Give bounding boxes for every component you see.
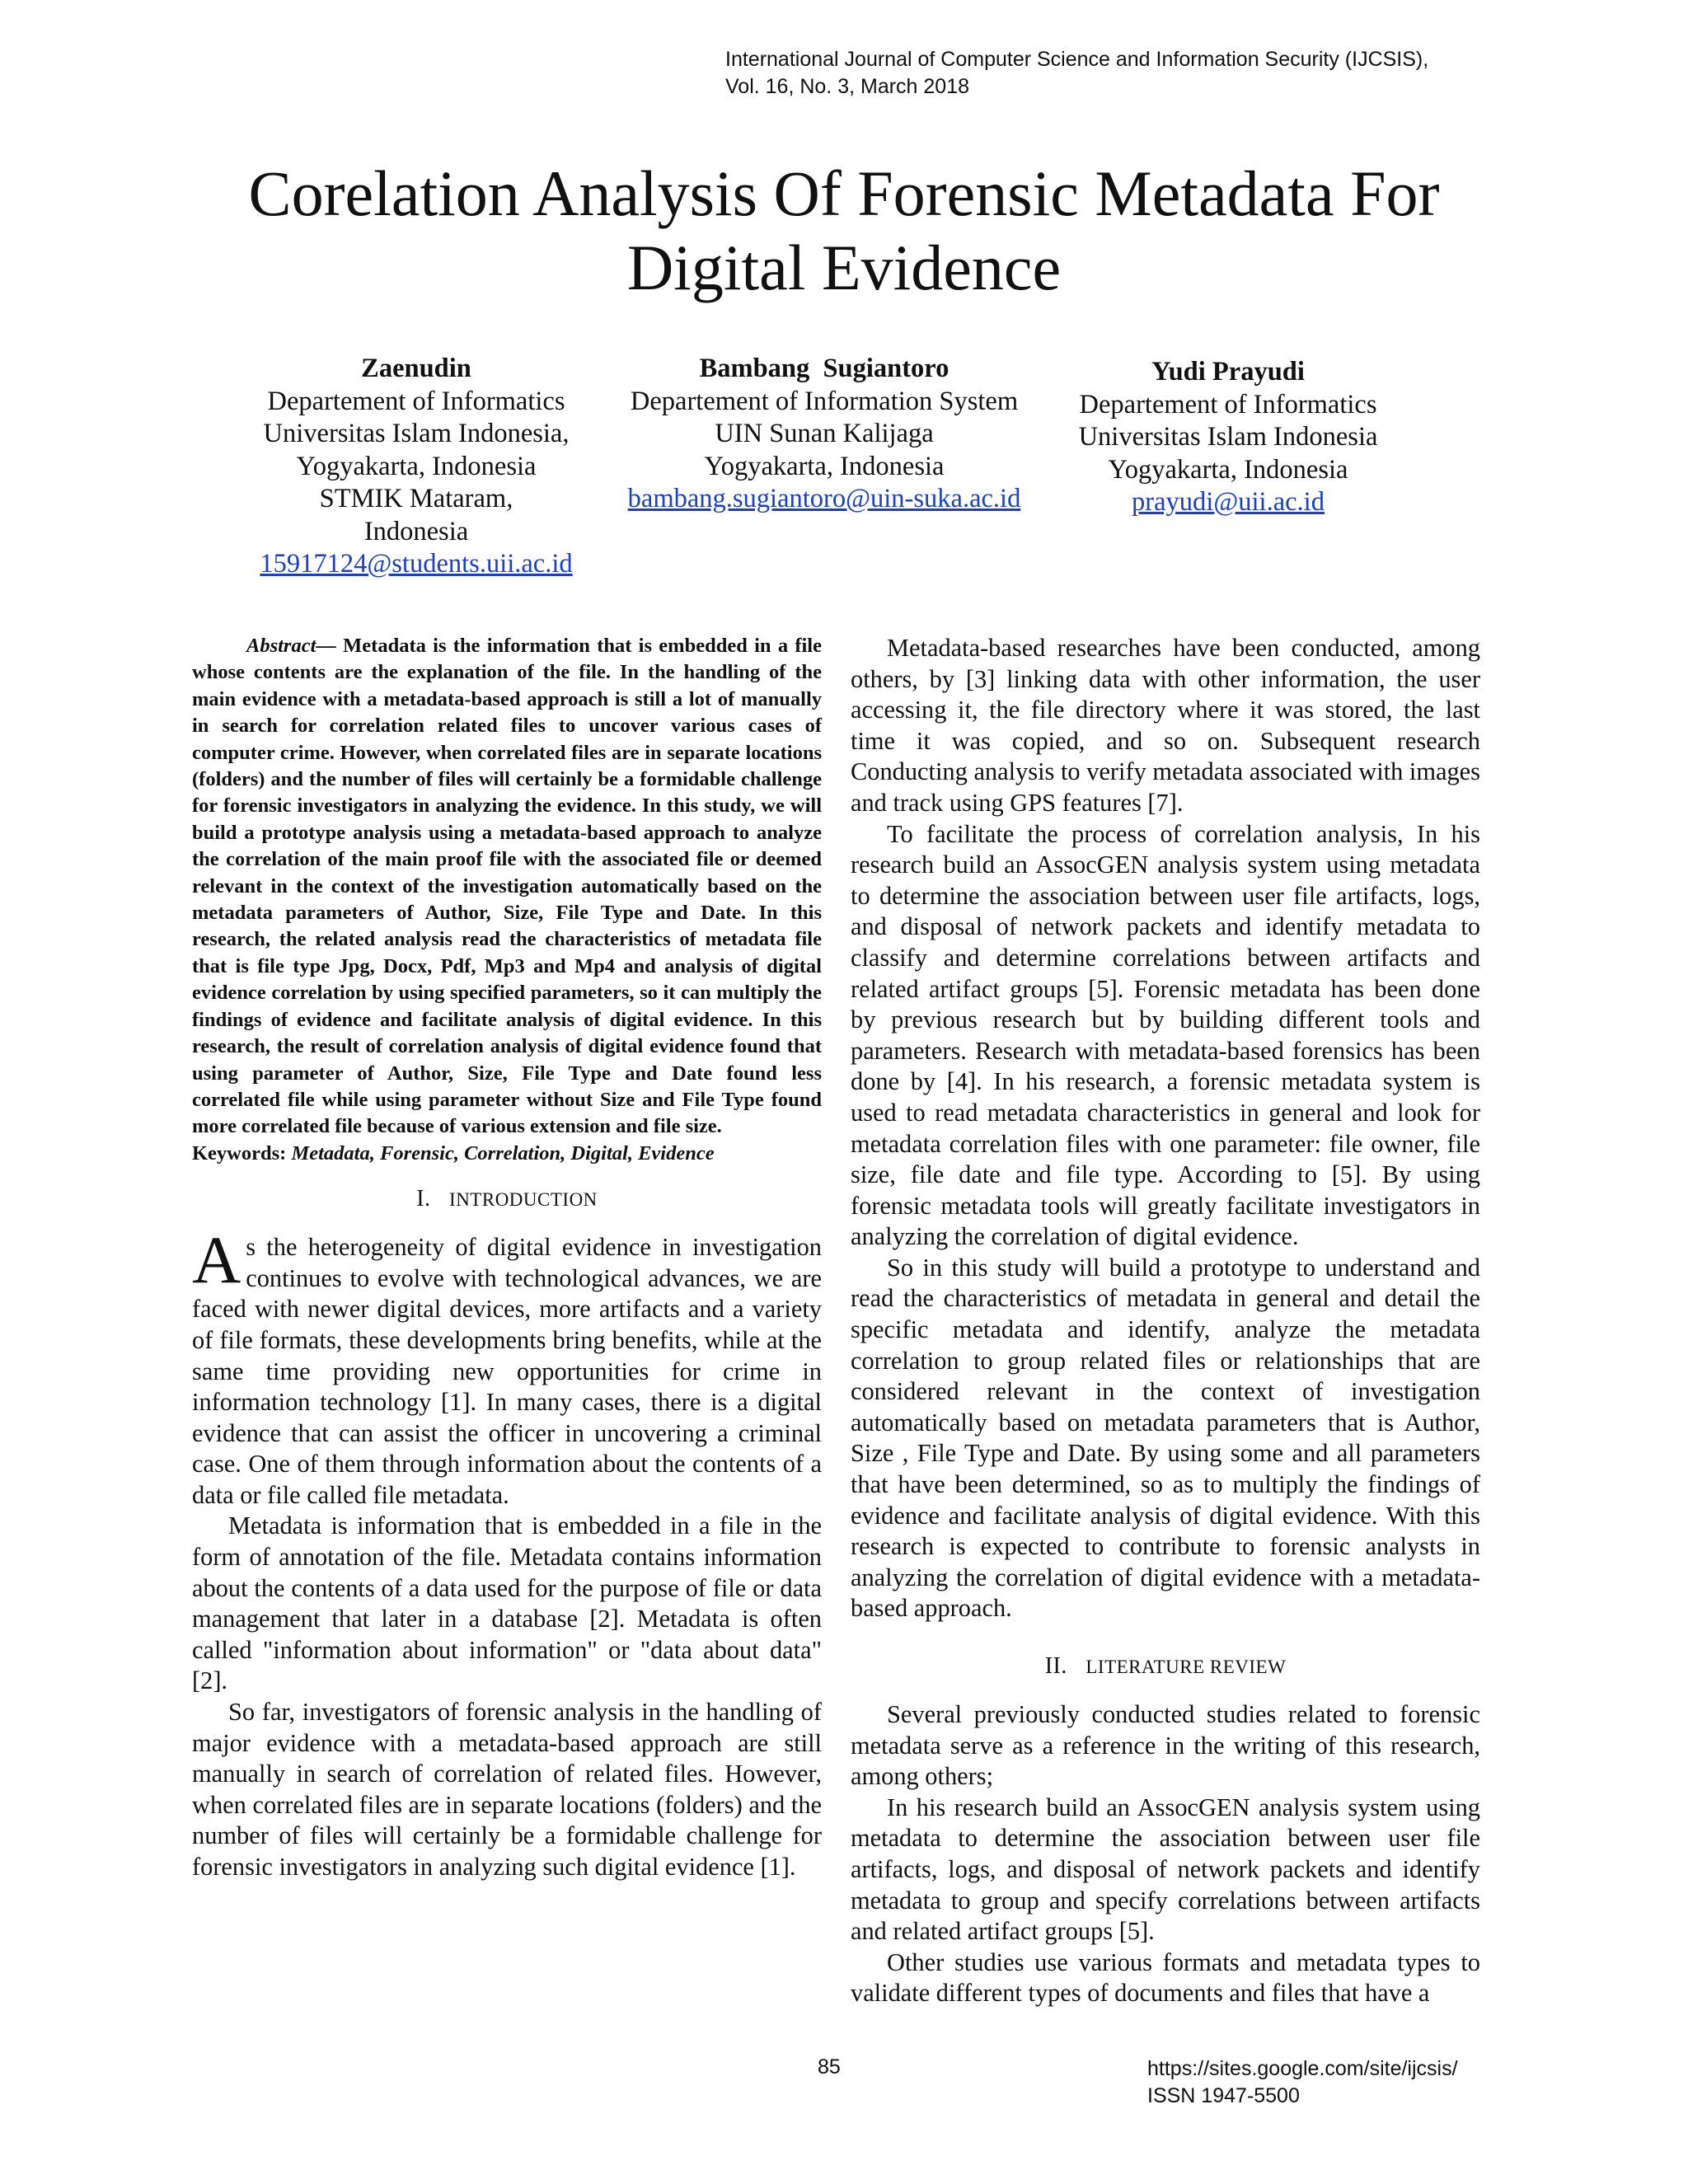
section-heading-literature-review <box>851 1652 1480 1681</box>
abstract-text: Metadata is the information that is embedded in a file whose contents are the explanation of the file. In the handling of the main evidence with a metadata-based approach is still a lot of manually in search for correlation related files to uncover various cases of computer crime. However, when correlated files are in separate locations (folders) and the number of files will certainly be a formidable challenge for forensic investigators in analyzing the evidence. In this study, we will build a prototype analysis using a metadata-based approach to analyze the correlation of the main proof file with the associated file or deemed relevant in the context of the investigation automatically based on the metadata parameters of Author, Size, File Type and Date. In this research, the related analysis read the characteristics of metadata file that is file type Jpg, Docx, Pdf, Mp3 and Mp4 and analysis of digital evidence correlation by using specified parameters, so it can multiply the findings of evidence and facilitate analysis of digital evidence. In this research, the result of correlation analysis of digital evidence found that using parameter of Author, Size, File Type and Date found less correlated file while using parameter without Size and File Type found more correlated file because of various extension and file size. <box>192 635 822 1138</box>
journal-issue: Vol. 16, No. 3, March 2018 <box>725 75 970 98</box>
author-affiliation: Departement of Information System <box>630 386 1019 416</box>
author-affiliation: Yogyakarta, Indonesia <box>296 451 537 481</box>
intro-paragraph-3: So far, investigators of forensic analysis in the handling of major evidence with a metadata-based approach are still manually in search of correlation of related files. However, when correlated files are in separate locations (folders) and the number of files will certainly be a formidable challenge for forensic investigators in analyzing such digital evidence [1]. <box>192 1698 822 1881</box>
author-block-3 <box>1063 356 1393 519</box>
drop-cap: A <box>192 1222 241 1298</box>
intro-paragraph-2: Metadata is information that is embedded in a file in the form of annotation of the file. Metadata contains information about the contents of a data used for the purpose of file or data management that later in a database [2]. Metadata is often called "information about information" or "data about data" [2]. <box>192 1511 822 1695</box>
title-line-2: Digital Evidence <box>626 232 1062 303</box>
left-column <box>192 633 822 1883</box>
footer-info <box>1147 2055 1458 2110</box>
author-name: Bambang Sugiantoro <box>699 354 950 383</box>
section-title: INTRODUCTION <box>449 1189 598 1211</box>
right-column <box>851 633 1480 2009</box>
author-affiliation: Universitas Islam Indonesia, <box>263 419 570 448</box>
author-affiliation: Indonesia <box>363 516 469 546</box>
author-block-2 <box>602 353 1047 516</box>
journal-name: International Journal of Computer Science and Information Security (IJCSIS), <box>725 48 1429 71</box>
section-number: II. <box>1044 1653 1067 1679</box>
journal-header <box>725 46 1550 101</box>
body-paragraph-2: To facilitate the process of correlation analysis, In his research build an AssocGEN analysis system using metadata to determine the association between user file artifacts, logs, and disposal of network packets and identify metadata to classify and determine correlations between artifacts and related artifact groups [5]. Forensic metadata has been done by previous research but by building different tools and parameters. Research with metadata-based forensics has been done by [4]. In his research, a forensic metadata system is used to read metadata characteristics in general and look for metadata correlation files with one parameter: file owner, file size, file date and file type. According to [5]. By using forensic metadata tools will greatly facilitate investigators in analyzing the correlation of digital evidence. <box>851 819 1480 1251</box>
author-affiliation: STMIK Mataram, <box>319 484 513 513</box>
author-affiliation: Yogyakarta, Indonesia <box>1108 454 1348 485</box>
paper-title <box>165 157 1523 305</box>
keywords-value: Metadata, Forensic, Correlation, Digital, Evidence <box>291 1141 715 1165</box>
author-affiliation: Departement of Informatics <box>267 386 565 416</box>
lit-paragraph-3: Other studies use various formats and metadata types to validate different types of documents and files that have a <box>851 1947 1480 2008</box>
intro-paragraph-1 <box>192 1222 822 1511</box>
page-number: 85 <box>818 2055 841 2079</box>
lit-paragraph-1: Several previously conducted studies related to forensic metadata serve as a reference in the writing of this research, among others; <box>851 1700 1480 1791</box>
author-affiliation: Yogyakarta, Indonesia <box>704 451 945 481</box>
author-affiliation: Universitas Islam Indonesia <box>1078 422 1378 452</box>
abstract-label: Abstract— <box>246 635 336 657</box>
keywords-label: Keywords: <box>192 1141 292 1165</box>
paragraph-text: s the heterogeneity of digital evidence in investigation continues to evolve with technological advances, we are faced with newer digital devices, more artifacts and a variety of file formats, these developments bring benefits, while at the same time providing new opportunities for crime in information technology [1]. In many cases, there is a digital evidence that can assist the officer in uncovering a criminal case. One of them through information about the contents of a data or file called file metadata. <box>192 1233 822 1509</box>
keywords <box>192 1141 822 1167</box>
author-email-link[interactable]: 15917124@students.uii.ac.id <box>260 549 573 579</box>
author-name: Yudi Prayudi <box>1151 357 1305 387</box>
author-email-link[interactable]: bambang.sugiantoro@uin-suka.ac.id <box>627 484 1021 513</box>
section-heading-introduction <box>192 1185 822 1214</box>
body-paragraph-1: Metadata-based researches have been conducted, among others, by [3] linking data with other information, the user accessing it, the file directory where it was stored, the last time it was copied, and so on. Subsequent research Conducting analysis to verify metadata associated with images and track using GPS features [7]. <box>851 634 1480 817</box>
author-email-link[interactable]: prayudi@uii.ac.id <box>1132 487 1325 517</box>
lit-paragraph-2: In his research build an AssocGEN analysis system using metadata to determine the association between user file artifacts, logs, and disposal of network packets and identify metadata to group and specify correlations between artifacts and related artifact groups [5]. <box>851 1793 1480 1946</box>
author-block-1 <box>251 353 581 581</box>
title-line-1: Corelation Analysis Of Forensic Metadata For <box>248 157 1440 229</box>
journal-url: https://sites.google.com/site/ijcsis/ <box>1147 2057 1458 2080</box>
issn: ISSN 1947-5500 <box>1147 2084 1300 2107</box>
author-name: Zaenudin <box>361 354 471 383</box>
section-number: I. <box>416 1186 431 1212</box>
body-paragraph-3: So in this study will build a prototype to understand and read the characteristics of metadata in general and detail the specific metadata and identify, analyze the metadata correlation to group related files or relationships that are considered relevant in the context of investigation automatically based on metadata parameters that is Author, Size , File Type and Date. By using some and all parameters that have been determined, so as to multiply the findings of evidence and facilitate analysis of digital evidence. With this research is expected to contribute to forensic analysts in analyzing the correlation of digital evidence with a metadata-based approach. <box>851 1253 1480 1623</box>
author-affiliation: Departement of Informatics <box>1079 389 1377 419</box>
abstract <box>192 633 822 1141</box>
author-affiliation: UIN Sunan Kalijaga <box>715 419 934 448</box>
section-title: LITERATURE REVIEW <box>1085 1657 1287 1677</box>
